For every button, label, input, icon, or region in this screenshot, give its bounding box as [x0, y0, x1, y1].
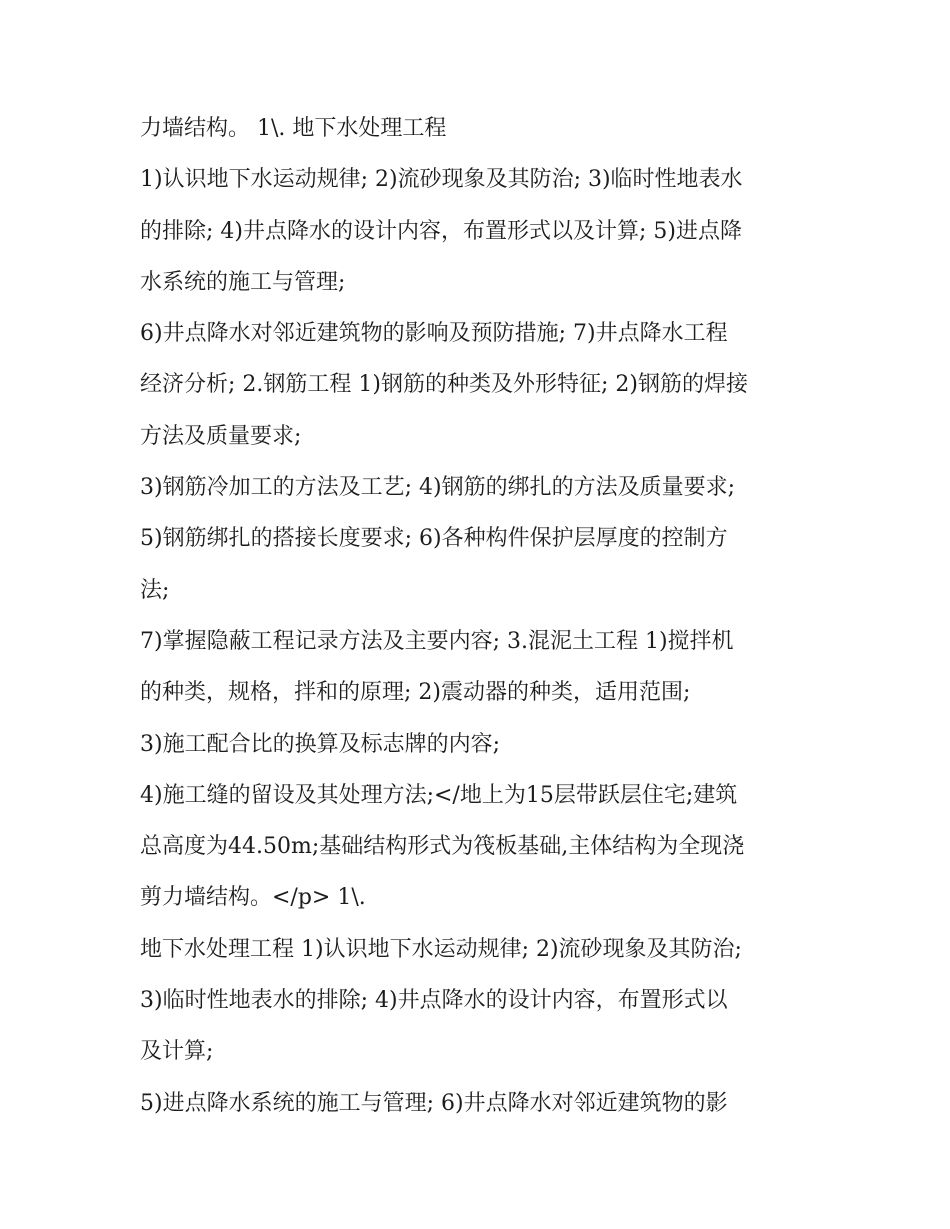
text-line: 剪力墙结构。</p> 1\. [140, 885, 366, 911]
text-line: 的排除; 4)井点降水的设计内容，布置形式以及计算; 5)进点降 [140, 218, 742, 244]
text-line: 3)临时性地表水的排除; 4)井点降水的设计内容，布置形式以 [140, 988, 728, 1014]
text-line: 7)掌握隐蔽工程记录方法及主要内容; 3.混泥土工程 1)搅拌机 [140, 628, 734, 654]
text-line: 经济分析; 2.钢筋工程 1)钢筋的种类及外形特征; 2)钢筋的焊接 [140, 372, 748, 398]
text-line: 方法及质量要求; [140, 423, 302, 449]
text-line: 法; [140, 577, 170, 603]
text-line: 3)施工配合比的换算及标志牌的内容; [140, 731, 500, 757]
text-line: 4)施工缝的留设及其处理方法;</地上为15层带跃层住宅;建筑 [140, 782, 738, 808]
text-line: 水系统的施工与管理; [140, 269, 346, 295]
text-line: 3)钢筋冷加工的方法及工艺; 4)钢筋的绑扎的方法及质量要求; [140, 475, 735, 501]
text-line: 及计算; [140, 1039, 214, 1065]
text-line: 的种类，规格，拌和的原理; 2)震动器的种类，适用范围; [140, 680, 691, 706]
text-line: 6)井点降水对邻近建筑物的影响及预防措施; 7)井点降水工程 [140, 321, 728, 347]
document-body [140, 103, 820, 1129]
text-line: 1)认识地下水运动规律; 2)流砂现象及其防治; 3)临时性地表水 [140, 167, 743, 193]
text-line: 5)进点降水系统的施工与管理; 6)井点降水对邻近建筑物的影 [140, 1090, 728, 1116]
text-line: 5)钢筋绑扎的搭接长度要求; 6)各种构件保护层厚度的控制方 [140, 526, 728, 552]
text-line: 力墙结构。 1\. 地下水处理工程 [140, 116, 447, 141]
text-line: 总高度为44.50m;基础结构形式为筏板基础,主体结构为全现浇 [140, 834, 745, 860]
text-line: 地下水处理工程 1)认识地下水运动规律; 2)流砂现象及其防治; [140, 936, 742, 962]
